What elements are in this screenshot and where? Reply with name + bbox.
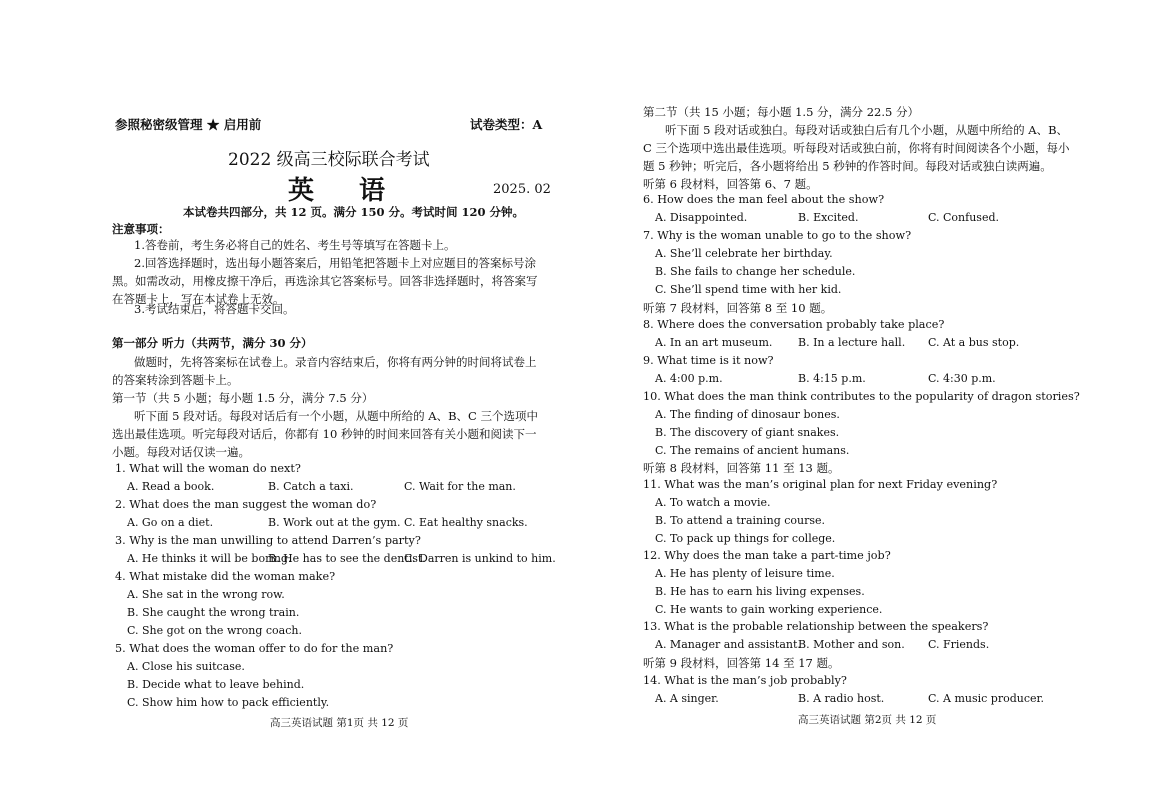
option-10c: C. The remains of ancient humans. bbox=[655, 444, 850, 457]
option-10b: B. The discovery of giant snakes. bbox=[655, 426, 840, 439]
question-3: 3. Why is the man unwilling to attend Darren’s party? bbox=[115, 534, 421, 547]
option-4c: C. She got on the wrong coach. bbox=[127, 624, 302, 637]
option-14b: B. A radio host. bbox=[798, 692, 885, 705]
option-11a: A. To watch a movie. bbox=[655, 496, 771, 509]
option-6a: A. Disappointed. bbox=[655, 211, 748, 224]
section2-title: 第二节（共 15 小题；每小题 1.5 分，满分 22.5 分） bbox=[643, 105, 919, 119]
option-1b: B. Catch a taxi. bbox=[268, 480, 354, 493]
option-9a: A. 4:00 p.m. bbox=[655, 372, 723, 385]
question-5: 5. What does the woman offer to do for the man? bbox=[115, 642, 394, 655]
option-7b: B. She fails to change her schedule. bbox=[655, 265, 856, 278]
question-4: 4. What mistake did the woman make? bbox=[115, 570, 336, 583]
option-12c: C. He wants to gain working experience. bbox=[655, 603, 883, 616]
question-11: 11. What was the man’s original plan for next Friday evening? bbox=[643, 478, 998, 491]
option-10a: A. The finding of dinosaur bones. bbox=[655, 408, 840, 421]
part1-title: 第一部分 听力（共两节，满分 30 分） bbox=[112, 336, 313, 350]
question-8: 8. Where does the conversation probably take place? bbox=[643, 318, 945, 331]
question-12: 12. Why does the man take a part-time job? bbox=[643, 549, 891, 562]
option-1c: C. Wait for the man. bbox=[404, 480, 516, 493]
option-7c: C. She’ll spend time with her kid. bbox=[655, 283, 842, 296]
notice-title: 注意事项： bbox=[112, 222, 170, 236]
subject-title: 英 语 bbox=[288, 176, 404, 206]
option-8a: A. In an art museum. bbox=[655, 336, 773, 349]
part1-instructions: 做题时，先将答案标在试卷上。录音内容结束后，你将有两分钟的时间将试卷上的答案转涂到答题卡上。 bbox=[112, 355, 537, 387]
option-12b: B. He has to earn his living expenses. bbox=[655, 585, 865, 598]
question-13: 13. What is the probable relationship between the speakers? bbox=[643, 620, 989, 633]
question-1: 1. What will the woman do next? bbox=[115, 462, 301, 475]
option-13b: B. Mother and son. bbox=[798, 638, 905, 651]
option-4b: B. She caught the wrong train. bbox=[127, 606, 300, 619]
option-3a: A. He thinks it will be boring. bbox=[127, 552, 292, 565]
exam-info-line: 本试卷共四部分，共 12 页。满分 150 分。考试时间 120 分钟。 bbox=[183, 205, 525, 219]
option-2b: B. Work out at the gym. bbox=[268, 516, 401, 529]
option-8b: B. In a lecture hall. bbox=[798, 336, 906, 349]
option-4a: A. She sat in the wrong row. bbox=[127, 588, 285, 601]
question-7: 7. Why is the woman unable to go to the show? bbox=[643, 229, 912, 242]
section2-instructions: 听下面 5 段对话或独白。每段对话或独白后有几个小题，从题中所给的 A、B、C 三个选项中选出最佳选项。听每段对话或独白前，你将有时间阅读各个小题，每小题 5 秒钟；听完后，各小题将给出 5 秒钟的作答时间。每段对话或独白读两遍。 bbox=[643, 123, 1070, 173]
option-3c: C. Darren is unkind to him. bbox=[404, 552, 556, 565]
option-12a: A. He has plenty of leisure time. bbox=[655, 567, 835, 580]
option-6c: C. Confused. bbox=[928, 211, 999, 224]
option-11b: B. To attend a training course. bbox=[655, 514, 826, 527]
option-9c: C. 4:30 p.m. bbox=[928, 372, 996, 385]
option-6b: B. Excited. bbox=[798, 211, 859, 224]
option-3b: B. He has to see the dentist. bbox=[268, 552, 426, 565]
question-2: 2. What does the man suggest the woman do? bbox=[115, 498, 377, 511]
option-9b: B. 4:15 p.m. bbox=[798, 372, 866, 385]
question-9: 9. What time is it now? bbox=[643, 354, 774, 367]
page-footer: 高三英语试题 第2页 共 12 页 bbox=[798, 714, 937, 726]
page-footer: 高三英语试题 第1页 共 12 页 bbox=[270, 717, 409, 729]
material-6-note: 听第 6 段材料，回答第 6、7 题。 bbox=[643, 177, 818, 191]
notice-item-2: 2.回答选择题时，选出每小题答案后，用铅笔把答题卡上对应题目的答案标号涂黑。如需改动，用橡皮擦干净后，再选涂其它答案标号。回答非选择题时，将答案写在答题卡上，写在本试卷上无效。 bbox=[112, 256, 538, 306]
paper-type-label: 试卷类型：A bbox=[470, 117, 543, 132]
option-2a: A. Go on a diet. bbox=[127, 516, 214, 529]
question-14: 14. What is the man’s job probably? bbox=[643, 674, 847, 687]
notice-item-1: 1.答卷前，考生务必将自己的姓名、考生号等填写在答题卡上。 bbox=[134, 238, 456, 252]
option-2c: C. Eat healthy snacks. bbox=[404, 516, 528, 529]
option-5c: C. Show him how to pack efficiently. bbox=[127, 696, 330, 709]
exam-title: 2022 级高三校际联合考试 bbox=[228, 150, 430, 170]
question-6: 6. How does the man feel about the show? bbox=[643, 193, 885, 206]
option-5b: B. Decide what to leave behind. bbox=[127, 678, 305, 691]
option-14c: C. A music producer. bbox=[928, 692, 1045, 705]
option-13c: C. Friends. bbox=[928, 638, 990, 651]
question-10: 10. What does the man think contributes to the popularity of dragon stories? bbox=[643, 390, 1080, 403]
option-5a: A. Close his suitcase. bbox=[127, 660, 245, 673]
material-9-note: 听第 9 段材料，回答第 14 至 17 题。 bbox=[643, 656, 840, 670]
section1-instructions: 听下面 5 段对话。每段对话后有一个小题，从题中所给的 A、B、C 三个选项中选出最佳选项。听完每段对话后，你都有 10 秒钟的时间来回答有关小题和阅读下一小题。每段对话仅读一遍。 bbox=[112, 409, 538, 459]
option-11c: C. To pack up things for college. bbox=[655, 532, 836, 545]
material-8-note: 听第 8 段材料，回答第 11 至 13 题。 bbox=[643, 461, 840, 475]
section1-title: 第一节（共 5 小题；每小题 1.5 分，满分 7.5 分） bbox=[112, 391, 374, 405]
option-7a: A. She’ll celebrate her birthday. bbox=[655, 247, 833, 260]
notice-item-3: 3.考试结束后，将答题卡交回。 bbox=[134, 302, 295, 316]
option-14a: A. A singer. bbox=[655, 692, 719, 705]
material-7-note: 听第 7 段材料，回答第 8 至 10 题。 bbox=[643, 301, 833, 315]
option-1a: A. Read a book. bbox=[127, 480, 215, 493]
exam-date: 2025. 02 bbox=[493, 182, 551, 197]
option-13a: A. Manager and assistant. bbox=[655, 638, 801, 651]
option-8c: C. At a bus stop. bbox=[928, 336, 1020, 349]
confidential-label: 参照秘密级管理 ★ 启用前 bbox=[115, 117, 262, 132]
